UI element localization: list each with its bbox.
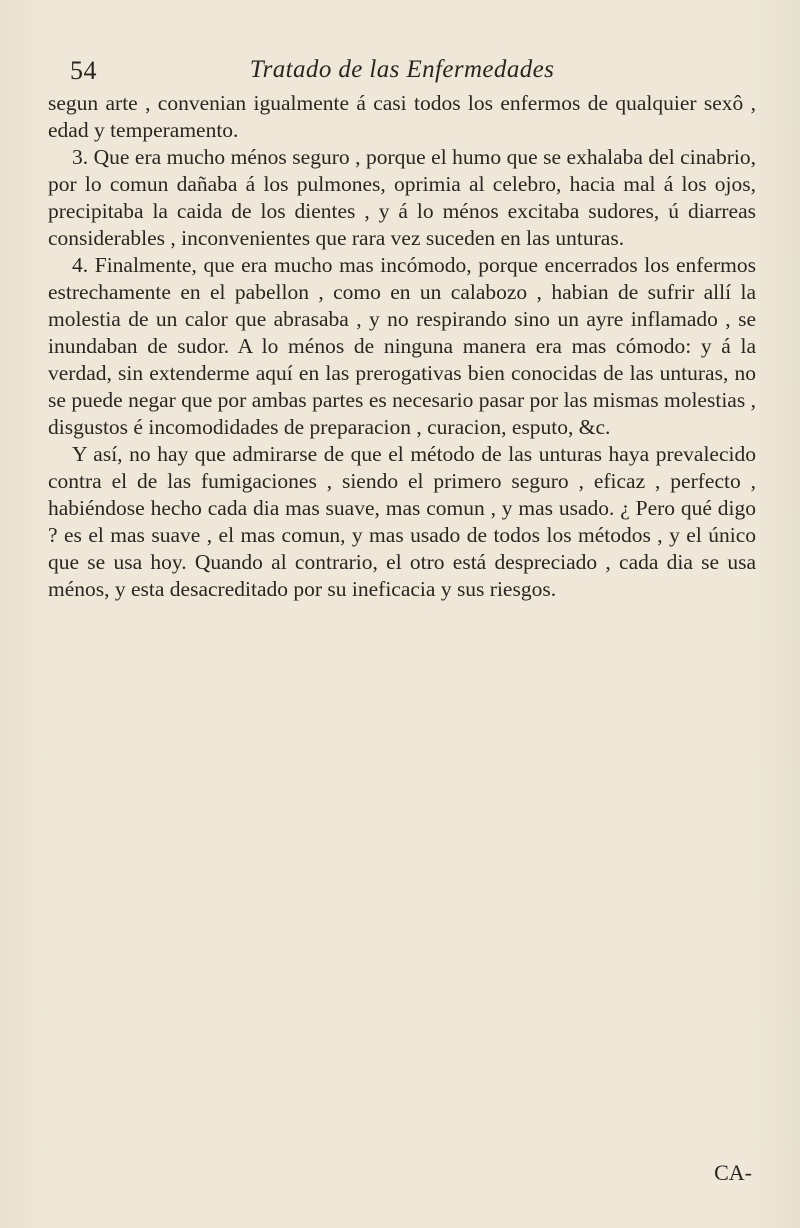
catchword: CA- [714, 1160, 752, 1185]
paragraph-continuation: segun arte , convenian igualmente á casi todos los enfermos de qualquier sexô , edad y temperamento. [48, 91, 756, 142]
paragraph-4: 4. Finalmente, que era mucho mas incómodo, porque encerrados los enfermos estrechamente en el pabellon , como en un calabozo , habian de sufrir allí la molestia de un calor que abrasaba , y no respirando sino un ayre inflamado , se inundaban de sudor. A lo ménos de ninguna manera era mas cómodo: y á la verdad, sin extenderme aquí en las prerogativas bien conocidas de las unturas, no se puede negar que por ambas partes es necesario pasar por las mismas molestias , disgustos é incomodidades de preparacion , curacion, esputo, &c. [48, 253, 756, 439]
running-title: Tratado de las Enfermedades [249, 56, 555, 83]
paragraph-conclusion: Y así, no hay que admirarse de que el método de las unturas haya prevalecido contra el de las fumigaciones , siendo el primero seguro , eficaz , perfecto , habiéndose hecho cada dia mas suave, mas comun , y mas usado. ¿ Pero qué digo ? es el mas suave , el mas comun, y mas usado de todos los métodos , y el único que se usa hoy. Quando al contrario, el otro está despreciado , cada dia se usa ménos, y esta desacreditado por su ineficacia y sus riesgos. [48, 442, 756, 601]
body-text [48, 90, 756, 603]
page-number: 54 [70, 56, 97, 85]
paragraph-3: 3. Que era mucho ménos seguro , porque el humo que se exhalaba del cinabrio, por lo comun dañaba á los pulmones, oprimia al celebro, hacia mal á los ojos, precipitaba la caida de los dientes , y á lo ménos excitaba sudores, ú diarreas considerables , inconvenientes que rara vez suceden en las unturas. [48, 145, 756, 250]
